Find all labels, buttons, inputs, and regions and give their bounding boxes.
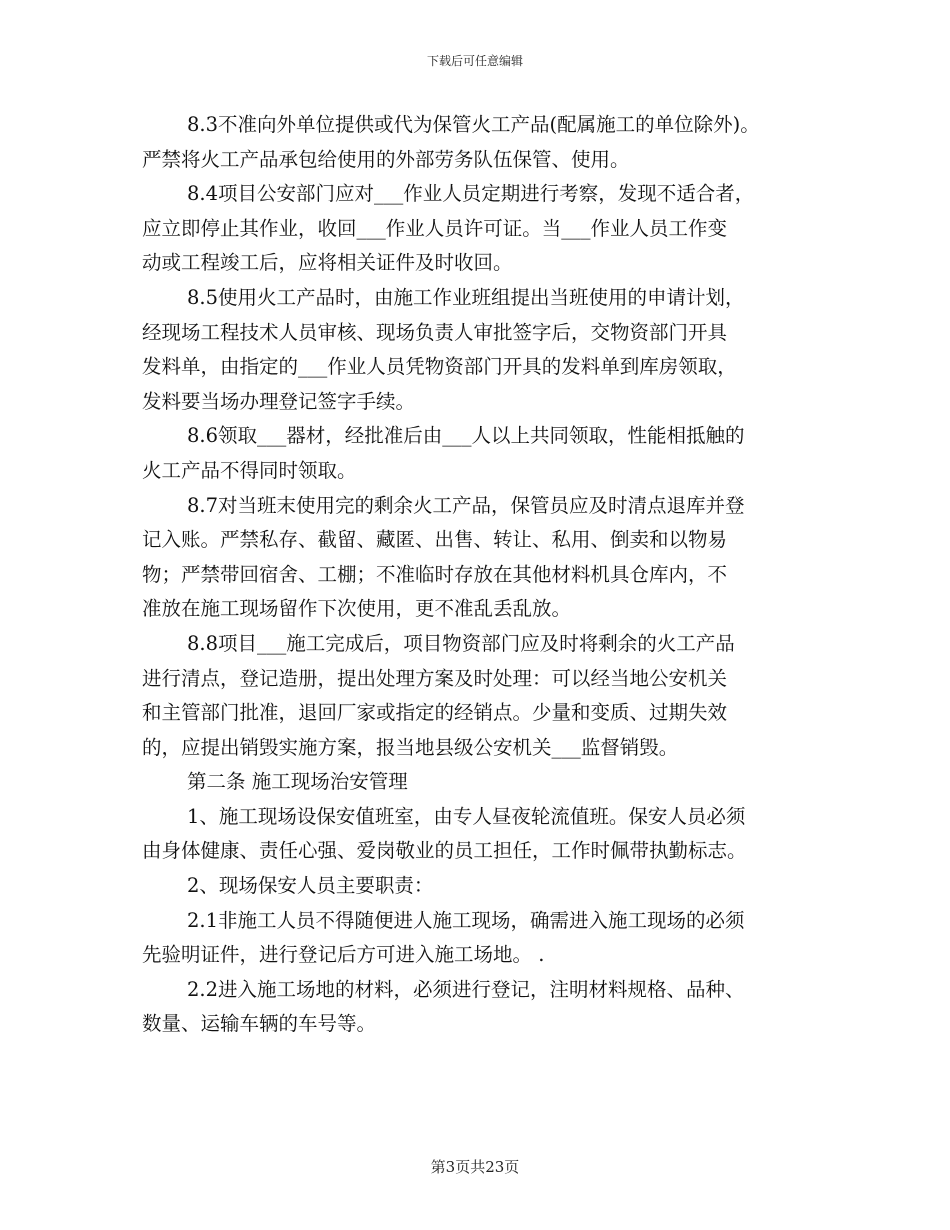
body-text <box>142 108 822 1042</box>
text-line: 2.2进入施工场地的材料，必须进行登记，注明材料规格、品种、 <box>187 977 745 1001</box>
text-line: 8.6领取___器材，经批准后由___人以上共同领取，性能相抵触的 <box>187 424 745 448</box>
text-line: 8.7对当班末使用完的剩余火工产品，保管员应及时清点退库并登 <box>187 493 745 517</box>
text-line: 第二条 施工现场治安管理 <box>187 770 408 794</box>
text-line: 应立即停止其作业，收回___作业人员许可证。当___作业人员工作变 <box>142 216 728 240</box>
text-line: 8.8项目___施工完成后，项目物资部门应及时将剩余的火工产品 <box>187 631 735 655</box>
text-line: 记入账。严禁私存、截留、藏匿、出售、转让、私用、倒卖和以物易 <box>142 528 728 552</box>
text-line: 数量、运输车辆的车号等。 <box>142 1012 377 1036</box>
text-line: 发料要当场办理登记签字手续。 <box>142 389 416 413</box>
text-line: 进行清点，登记造册，提出处理方案及时处理：可以经当地公安机关 <box>142 666 728 690</box>
text-line: 经现场工程技术人员审核、现场负责人审批签字后，交物资部门开具 <box>142 320 728 344</box>
text-line: 先验明证件，进行登记后方可进入施工场地。 . <box>142 943 545 967</box>
text-line: 8.5使用火工产品时，由施工作业班组提出当班使用的申请计划， <box>187 285 745 309</box>
text-line: 的，应提出销毁实施方案，报当地县级公安机关___监督销毁。 <box>142 735 679 759</box>
text-line: 物；严禁带回宿舍、工棚；不准临时存放在其他材料机具仓库内，不 <box>142 562 728 586</box>
text-line: 2、现场保安人员主要职责： <box>187 874 434 898</box>
text-line: 严禁将火工产品承包给使用的外部劳务队伍保管、使用。 <box>142 147 630 171</box>
text-line: 由身体健康、责任心强、爱岗敬业的员工担任，工作时佩带执勤标志。 <box>142 839 747 863</box>
page-header: 下载后可任意编辑 <box>426 54 523 68</box>
text-line: 火工产品不得同时领取。 <box>142 458 357 482</box>
text-line: 8.4项目公安部门应对___作业人员定期进行考察，发现不适合者， <box>187 182 755 206</box>
text-line: 8.3不准向外单位提供或代为保管火工产品(配属施工的单位除外)。 <box>187 113 760 136</box>
text-line: 2.1非施工人员不得随便进人施工现场，确需进入施工现场的必须 <box>187 908 745 932</box>
page-footer: 第3页共23页 <box>430 1158 520 1176</box>
text-line: 动或工程竣工后，应将相关证件及时收回。 <box>142 251 513 275</box>
text-line: 准放在施工现场留作下次使用，更不准乱丢乱放。 <box>142 597 572 621</box>
text-line: 和主管部门批准，退回厂家或指定的经销点。少量和变质、过期失效 <box>142 701 728 725</box>
text-line: 1、施工现场设保安值班室，由专人昼夜轮流值班。保安人员必须 <box>187 804 746 828</box>
text-line: 发料单，由指定的___作业人员凭物资部门开具的发料单到库房领取， <box>142 355 737 379</box>
